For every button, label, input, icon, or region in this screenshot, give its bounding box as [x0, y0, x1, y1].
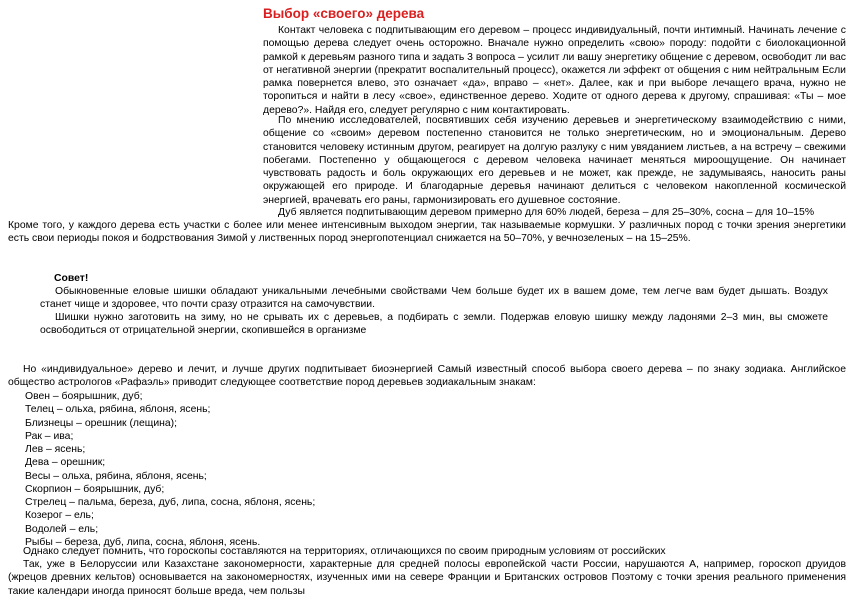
advice-paragraph-1: Обыкновенные еловые шишки обладают уникальными лечебными свойствами Чем больше будет их в вашем доме, тем легче вам будет дышать. Воздух станет чище и здоровее, что почти сразу отразится на самочувствии.: [40, 286, 828, 311]
energy-paragraph: Кроме того, у каждого дерева есть участки с более или менее интенсивным выходом энергии, так называемые кормушки. У различных пород с точки зрения энергетики есть свои периоды покоя и бодрствования Зимой у лиственных пород энергопотенциал снижается на 50–70%, у вечнозеленых – на 15–25%.: [8, 220, 846, 245]
list-item: Рак – ива;: [25, 430, 74, 442]
advice-paragraph-2: Шишки нужно заготовить на зиму, но не срывать их с деревьев, а подбирать с земли. Подержав еловую шишку между ладонями 2–3 мин, вы сможете освободиться от отрицательной энергии, скопившейся в организме: [40, 312, 828, 337]
list-item: Близнецы – орешник (лещина);: [25, 417, 177, 429]
article-title: Выбор «своего» дерева: [263, 6, 425, 21]
list-item: Рыбы – береза, дуб, липа, сосна, яблоня, ясень.: [25, 536, 261, 548]
list-item: Стрелец – пальма, береза, дуб, липа, сосна, яблоня, ясень;: [25, 497, 316, 508]
intro-paragraph-3: Дуб является подпитывающим деревом примерно для 60% людей, береза – для 25–30%, сосна – для 10–15%: [278, 207, 815, 218]
zodiac-tree-list: [25, 390, 315, 549]
list-item: Весы – ольха, рябина, яблоня, ясень;: [25, 470, 207, 482]
closing-paragraph-2: Так, уже в Белоруссии или Казахстане закономерности, характерные для средней полосы европейской части России, нарушаются А, например, гороскоп друидов (жрецов древних кельтов) основывается на закономерностях, изученных ими на севере Франции и Британских островов Поэтому с точки зрения реального применения такие календари иногда приносят больше вреда, чем пользы: [8, 559, 846, 597]
list-item: Дева – орешник;: [25, 457, 106, 469]
list-item: Водолей – ель;: [25, 523, 99, 535]
advice-title: Совет!: [54, 273, 89, 284]
closing-paragraph-1: Однако следует помнить, что гороскопы составляются на территориях, отличающихся по своим природным условиям от российских: [23, 546, 666, 557]
intro-paragraph-2: По мнению исследователей, посвятивших себя изучению деревьев и энергетическому взаимодействию с ними, общение со «своим» деревом постепенно становится не только энергетическим, но и эмоциональным. Дерево становится человеку истинным другом, реагирует на долгую разлуку с ним увяданием листьев, а на встречу – свежими побегами. Постепенно у общающегося с деревом человека начинает меняться мироощущение. Он начинает чувствовать радость и боль окружающих его деревьев и не может, как прежде, не задумываясь, наносить раны окружающей его природе. И благодарные деревья начинают делиться с человеком накопленной космической энергией, врачевать его раны, гармонизировать его душевное состояние.: [263, 115, 846, 206]
zodiac-intro-paragraph: Но «индивидуальное» дерево и лечит, и лучше других подпитывает биоэнергией Самый известный способ выбора своего дерева – по знаку зодиака. Английское общество астрологов «Рафаэль» приводит следующее соответствие пород деревьев зодиакальным знакам:: [8, 364, 846, 389]
intro-paragraph-1: Контакт человека с подпитывающим его деревом – процесс индивидуальный, почти интимный. Начинать лечение с помощью дерева следует очень осторожно. Вначале нужно определить «свою» породу: подойти с биолокационной рамкой к деревьям разного типа и задать 3 вопроса – усилит ли вашу энергетику общение с деревом, освободит ли вас от негативной энергии (прекратит воспалительный процесс), окажется ли эффект от общения с ним нейтральным Если рамка повернется влево, это означает «да», вправо – «нет». Далее, как и при выборе лечащего врача, нужно не торопиться и найти в лесу «свое», единственное дерево. Ходите от одного дерева к другому, спрашивая: «Ты – мое дерево?». Найдя его, следует регулярно с ним контактировать.: [263, 25, 846, 116]
list-item: Овен – боярышник, дуб;: [25, 391, 143, 402]
list-item: Скорпион – боярышник, дуб;: [25, 483, 165, 495]
list-item: Телец – ольха, рябина, яблоня, ясень;: [25, 404, 211, 416]
list-item: Козерог – ель;: [25, 510, 94, 522]
list-item: Лев – ясень;: [25, 444, 86, 455]
